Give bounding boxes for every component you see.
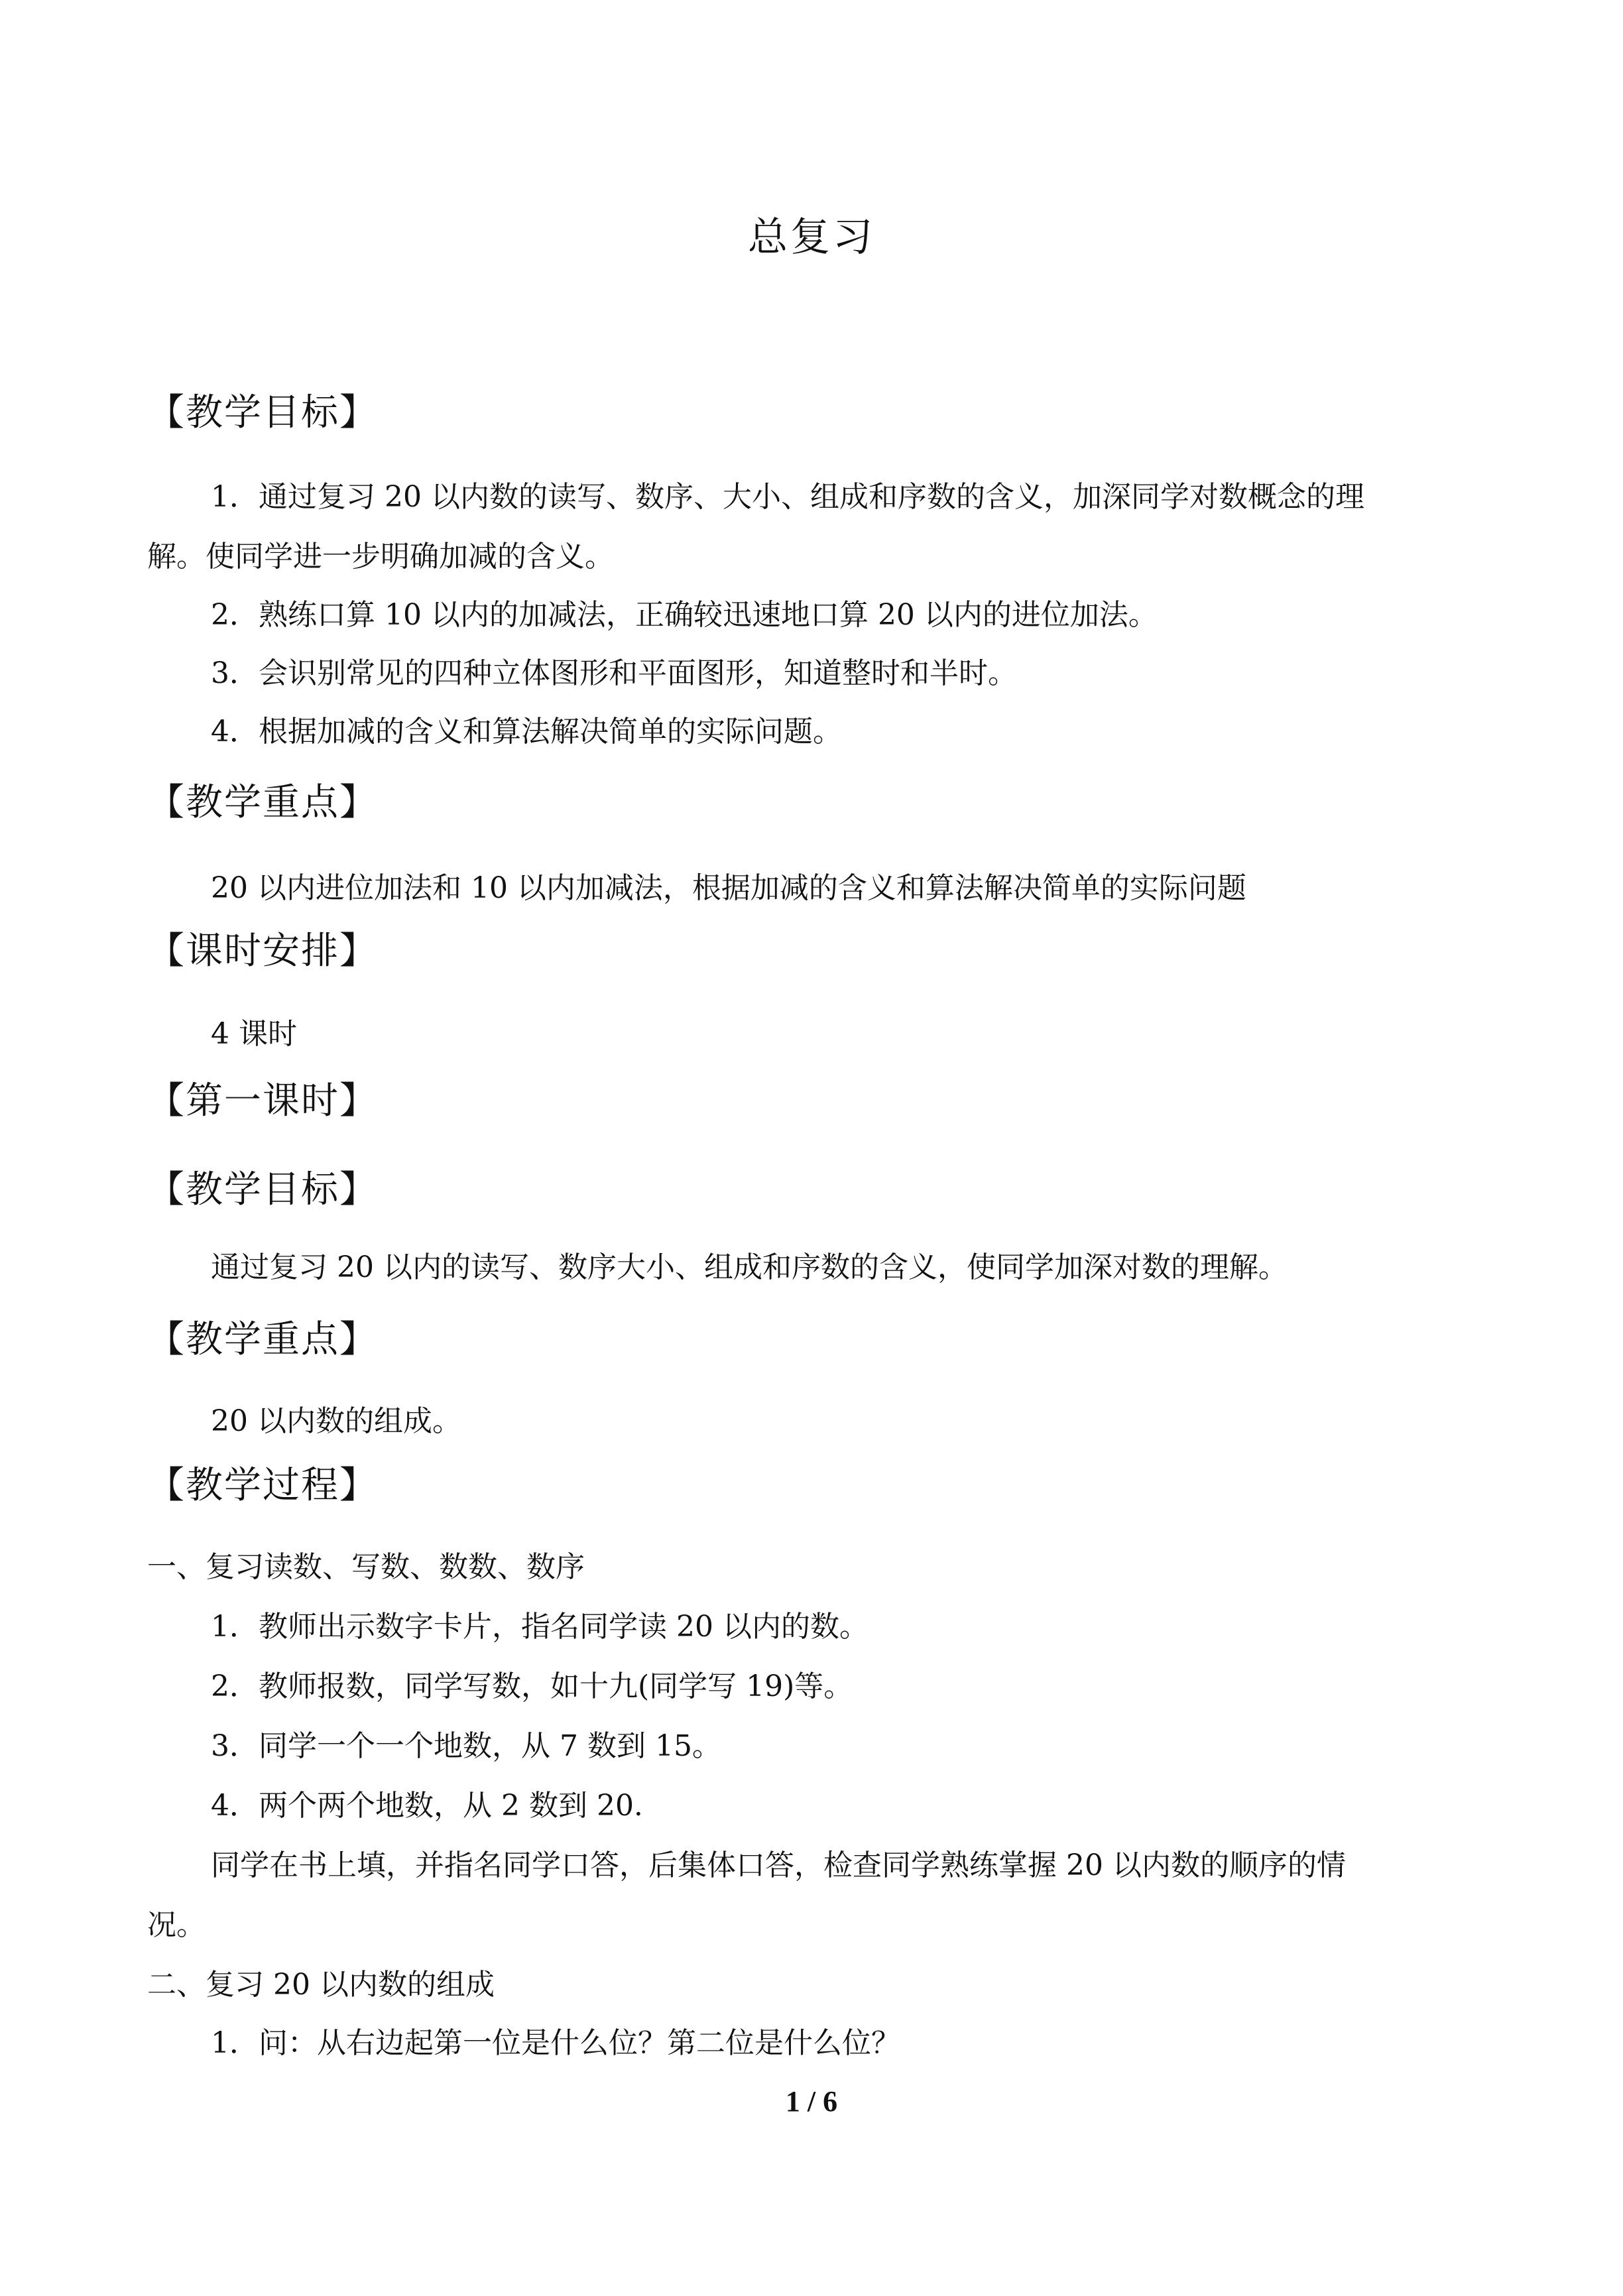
lesson1-focus-heading: 【教学重点】 [147,1318,378,1361]
lesson1-objectives-heading: 【教学目标】 [147,1168,378,1211]
objective-line: 1．通过复习 20 以内数的读写、数序、大小、组成和序数的含义，加深同学对数概念的理 [211,480,1364,514]
objective-line: 解。使同学进一步明确加减的含义。 [147,540,614,574]
part1-title: 一、复习读数、写数、数数、数序 [147,1550,585,1584]
part1-note-continued: 况。 [147,1908,206,1942]
lesson1-heading: 【第一课时】 [147,1079,378,1122]
objective-line: 2．熟练口算 10 以内的加减法，正确较迅速地口算 20 以内的进位加法。 [211,598,1158,632]
lesson1-focus-text: 20 以内数的组成。 [211,1404,461,1438]
part1-item: 4．两个两个地数，从 2 数到 20. [211,1789,643,1823]
objective-line: 4．根据加减的含义和算法解决简单的实际问题。 [211,715,842,749]
objectives-heading: 【教学目标】 [147,391,378,434]
focus-heading: 【教学重点】 [147,781,378,824]
focus-text: 20 以内进位加法和 10 以内加减法，根据加减的含义和算法解决简单的实际问题 [211,871,1246,905]
part1-item: 1．教师出示数字卡片，指名同学读 20 以内的数。 [211,1610,869,1644]
part1-note: 同学在书上填，并指名同学口答，后集体口答，检查同学熟练掌握 20 以内数的顺序的情 [211,1848,1346,1882]
objective-line: 3．会识别常见的四种立体图形和平面图形，知道整时和半时。 [211,656,1017,690]
part2-title: 二、复习 20 以内数的组成 [147,1968,495,2002]
lesson1-objectives-text: 通过复习 20 以内的读写、数序大小、组成和序数的含义，使同学加深对数的理解。 [211,1250,1288,1284]
schedule-text: 4 课时 [211,1017,297,1051]
part1-item: 3．同学一个一个地数，从 7 数到 15。 [211,1729,721,1763]
page-title: 总复习 [748,214,875,261]
part1-item: 2．教师报数，同学写数，如十九(同学写 19)等。 [211,1669,853,1703]
schedule-heading: 【课时安排】 [147,930,378,973]
process-heading: 【教学过程】 [147,1464,378,1507]
part2-item: 1．问：从右边起第一位是什么位？第二位是什么位？ [211,2026,900,2060]
page-number: 1 / 6 [785,2085,838,2118]
